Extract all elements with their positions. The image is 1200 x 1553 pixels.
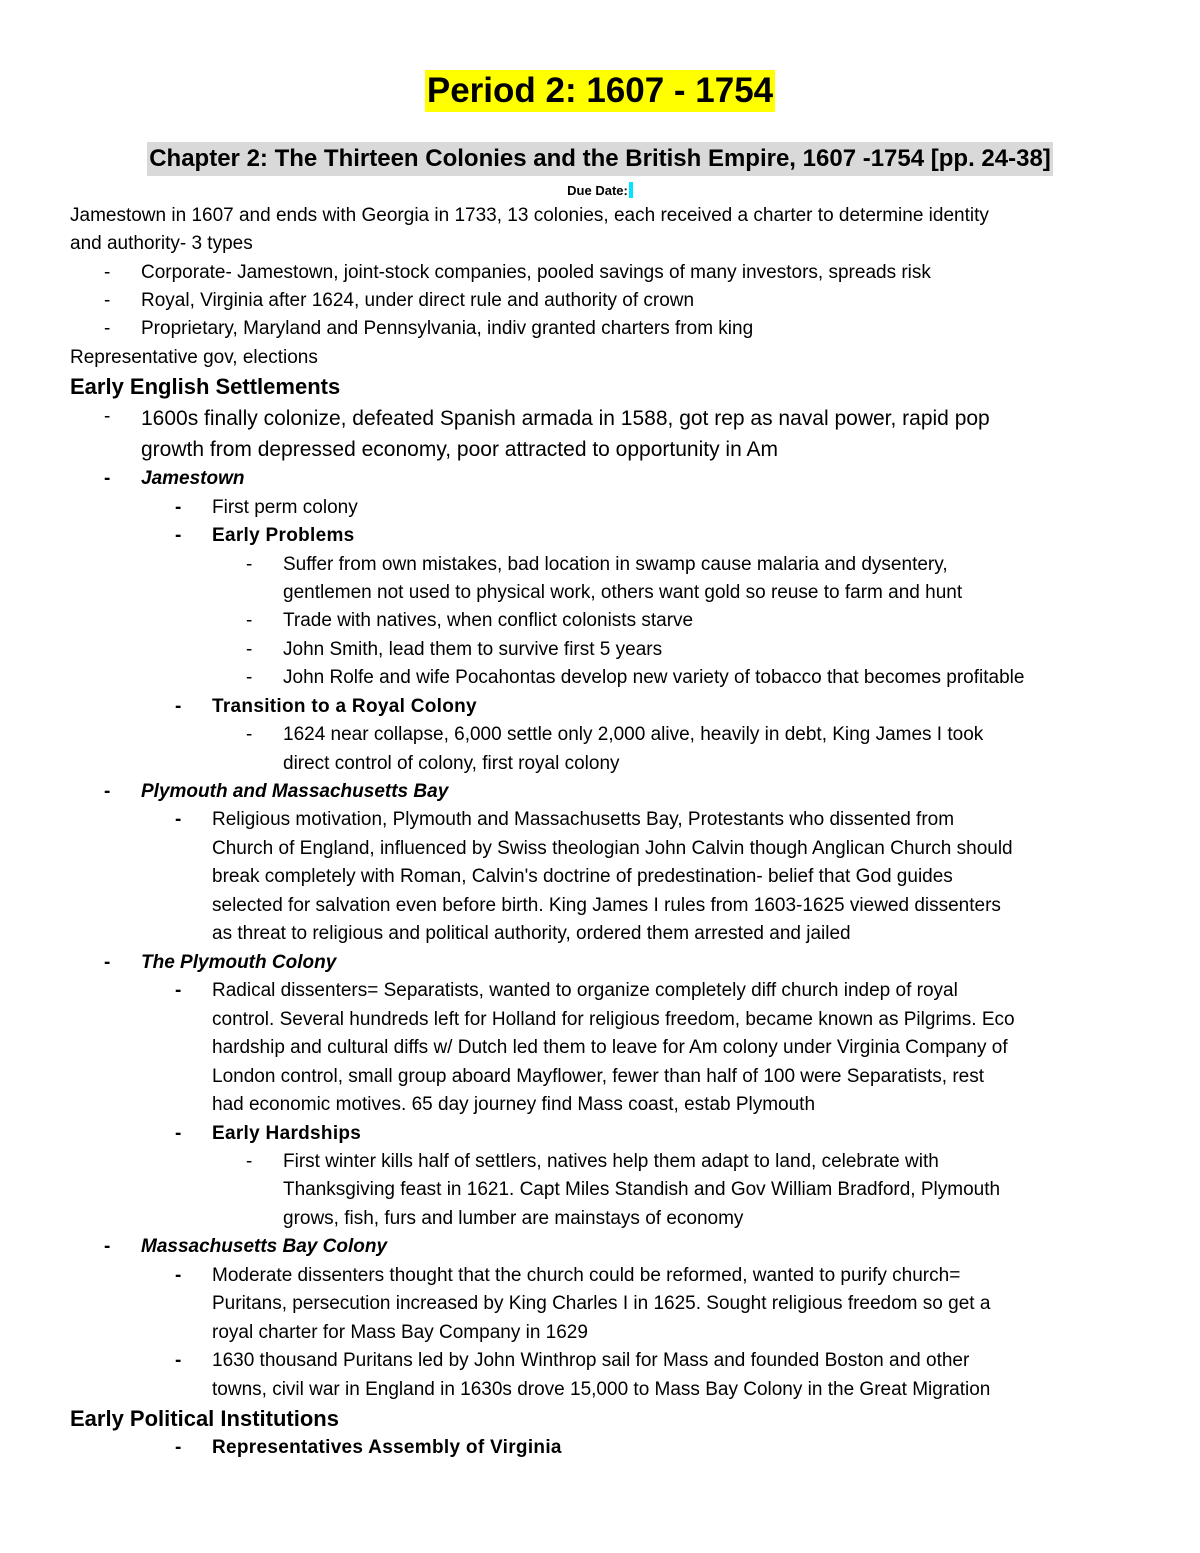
list-item: Radical dissenters= Separatists, wanted to organize completely diff church indep of royal <box>212 980 958 1001</box>
subheading-transition: Transition to a Royal Colony <box>212 696 477 717</box>
list-item-cont: grows, fish, furs and lumber are mainstays of economy <box>283 1208 744 1229</box>
subheading-plymouth-colony: The Plymouth Colony <box>141 952 337 973</box>
dash-bullet: - <box>246 724 253 745</box>
text-cursor[interactable] <box>629 182 633 198</box>
dash-bullet: - <box>175 980 182 1001</box>
dash-bullet: - <box>175 809 182 830</box>
dash-bullet: - <box>104 468 111 489</box>
list-item-cont: London control, small group aboard Mayflower, fewer than half of 100 were Separatists, rest <box>212 1066 985 1087</box>
subheading-early-problems: Early Problems <box>212 525 355 546</box>
dash-bullet: - <box>104 290 111 311</box>
list-item: 1600s finally colonize, defeated Spanish armada in 1588, got rep as naval power, rapid pop <box>141 407 990 430</box>
dash-bullet: - <box>104 262 111 283</box>
list-item-cont: Thanksgiving feast in 1621. Capt Miles Standish and Gov William Bradford, Plymouth <box>283 1179 1001 1200</box>
intro-line-2: and authority- 3 types <box>70 233 253 254</box>
list-item: Corporate- Jamestown, joint-stock companies, pooled savings of many investors, spreads risk <box>141 262 931 283</box>
list-item-cont: Church of England, influenced by Swiss theologian John Calvin though Anglican Church should <box>212 838 1013 859</box>
list-item: Proprietary, Maryland and Pennsylvania, indiv granted charters from king <box>141 318 754 339</box>
subheading-mass-bay: Massachusetts Bay Colony <box>141 1236 388 1257</box>
list-item: Suffer from own mistakes, bad location in swamp cause malaria and dysentery, <box>283 554 948 575</box>
dash-bullet: - <box>246 554 253 575</box>
list-item-cont: growth from depressed economy, poor attracted to opportunity in Am <box>141 438 778 461</box>
dash-bullet: - <box>246 610 253 631</box>
dash-bullet: - <box>175 1265 182 1286</box>
page-title: Period 2: 1607 - 1754 <box>426 71 774 110</box>
chapter-heading: Chapter 2: The Thirteen Colonies and the British Empire, 1607 -1754 [pp. 24-38] <box>147 142 1053 176</box>
list-item-cont: hardship and cultural diffs w/ Dutch led them to leave for Am colony under Virginia Company of <box>212 1037 1008 1058</box>
dash-bullet: - <box>175 497 182 518</box>
due-date-row <box>0 182 1200 200</box>
dash-bullet: - <box>175 696 182 717</box>
subheading-jamestown: Jamestown <box>141 468 245 489</box>
list-item-cont: Puritans, persecution increased by King Charles I in 1625. Sought religious freedom so get a <box>212 1293 991 1314</box>
dash-bullet: - <box>246 639 253 660</box>
dash-bullet: - <box>175 1350 182 1371</box>
subheading-rep-assembly: Representatives Assembly of Virginia <box>212 1437 562 1458</box>
list-item-cont: royal charter for Mass Bay Company in 1629 <box>212 1322 588 1343</box>
list-item-cont: as threat to religious and political authority, ordered them arrested and jailed <box>212 923 851 944</box>
chapter-block <box>0 142 1200 176</box>
dash-bullet: - <box>104 1236 111 1257</box>
title-block <box>0 70 1200 112</box>
list-item: First perm colony <box>212 497 358 518</box>
section-heading-political: Early Political Institutions <box>70 1406 339 1431</box>
list-item: 1630 thousand Puritans led by John Winthrop sail for Mass and founded Boston and other <box>212 1350 970 1371</box>
dash-bullet: - <box>104 406 111 427</box>
dash-bullet: - <box>175 1437 182 1458</box>
rep-gov-line: Representative gov, elections <box>70 347 318 368</box>
list-item-cont: direct control of colony, first royal colony <box>283 753 620 774</box>
dash-bullet: - <box>104 781 111 802</box>
list-item-cont: break completely with Roman, Calvin's doctrine of predestination- belief that God guides <box>212 866 953 887</box>
list-item: Royal, Virginia after 1624, under direct rule and authority of crown <box>141 290 695 311</box>
list-item-cont: gentlemen not used to physical work, others want gold so reuse to farm and hunt <box>283 582 963 603</box>
list-item: Moderate dissenters thought that the church could be reformed, wanted to purify church= <box>212 1265 961 1286</box>
dash-bullet: - <box>246 1151 253 1172</box>
list-item: John Smith, lead them to survive first 5 years <box>283 639 663 660</box>
list-item: John Rolfe and wife Pocahontas develop new variety of tobacco that becomes profitable <box>283 667 1025 688</box>
list-item-cont: had economic motives. 65 day journey find Mass coast, estab Plymouth <box>212 1094 816 1115</box>
intro-line-1: Jamestown in 1607 and ends with Georgia in 1733, 13 colonies, each received a charter to determine identity <box>70 205 989 226</box>
list-item-cont: control. Several hundreds left for Holland for religious freedom, became known as Pilgrims. Eco <box>212 1009 1015 1030</box>
list-item: First winter kills half of settlers, natives help them adapt to land, celebrate with <box>283 1151 939 1172</box>
subheading-early-hardships: Early Hardships <box>212 1123 362 1144</box>
dash-bullet: - <box>104 952 111 973</box>
list-item-cont: towns, civil war in England in 1630s drove 15,000 to Mass Bay Colony in the Great Migration <box>212 1379 991 1400</box>
list-item: Religious motivation, Plymouth and Massachusetts Bay, Protestants who dissented from <box>212 809 955 830</box>
dash-bullet: - <box>104 318 111 339</box>
dash-bullet: - <box>175 525 182 546</box>
list-item: 1624 near collapse, 6,000 settle only 2,000 alive, heavily in debt, King James I took <box>283 724 984 745</box>
dash-bullet: - <box>246 667 253 688</box>
section-heading-early-english: Early English Settlements <box>70 374 341 399</box>
list-item: Trade with natives, when conflict colonists starve <box>283 610 694 631</box>
dash-bullet: - <box>175 1123 182 1144</box>
due-date-label: Due Date: <box>567 183 628 198</box>
list-item-cont: selected for salvation even before birth. King James I rules from 1603-1625 viewed dissenters <box>212 895 1001 916</box>
subheading-plymouth-mass: Plymouth and Massachusetts Bay <box>141 781 449 802</box>
